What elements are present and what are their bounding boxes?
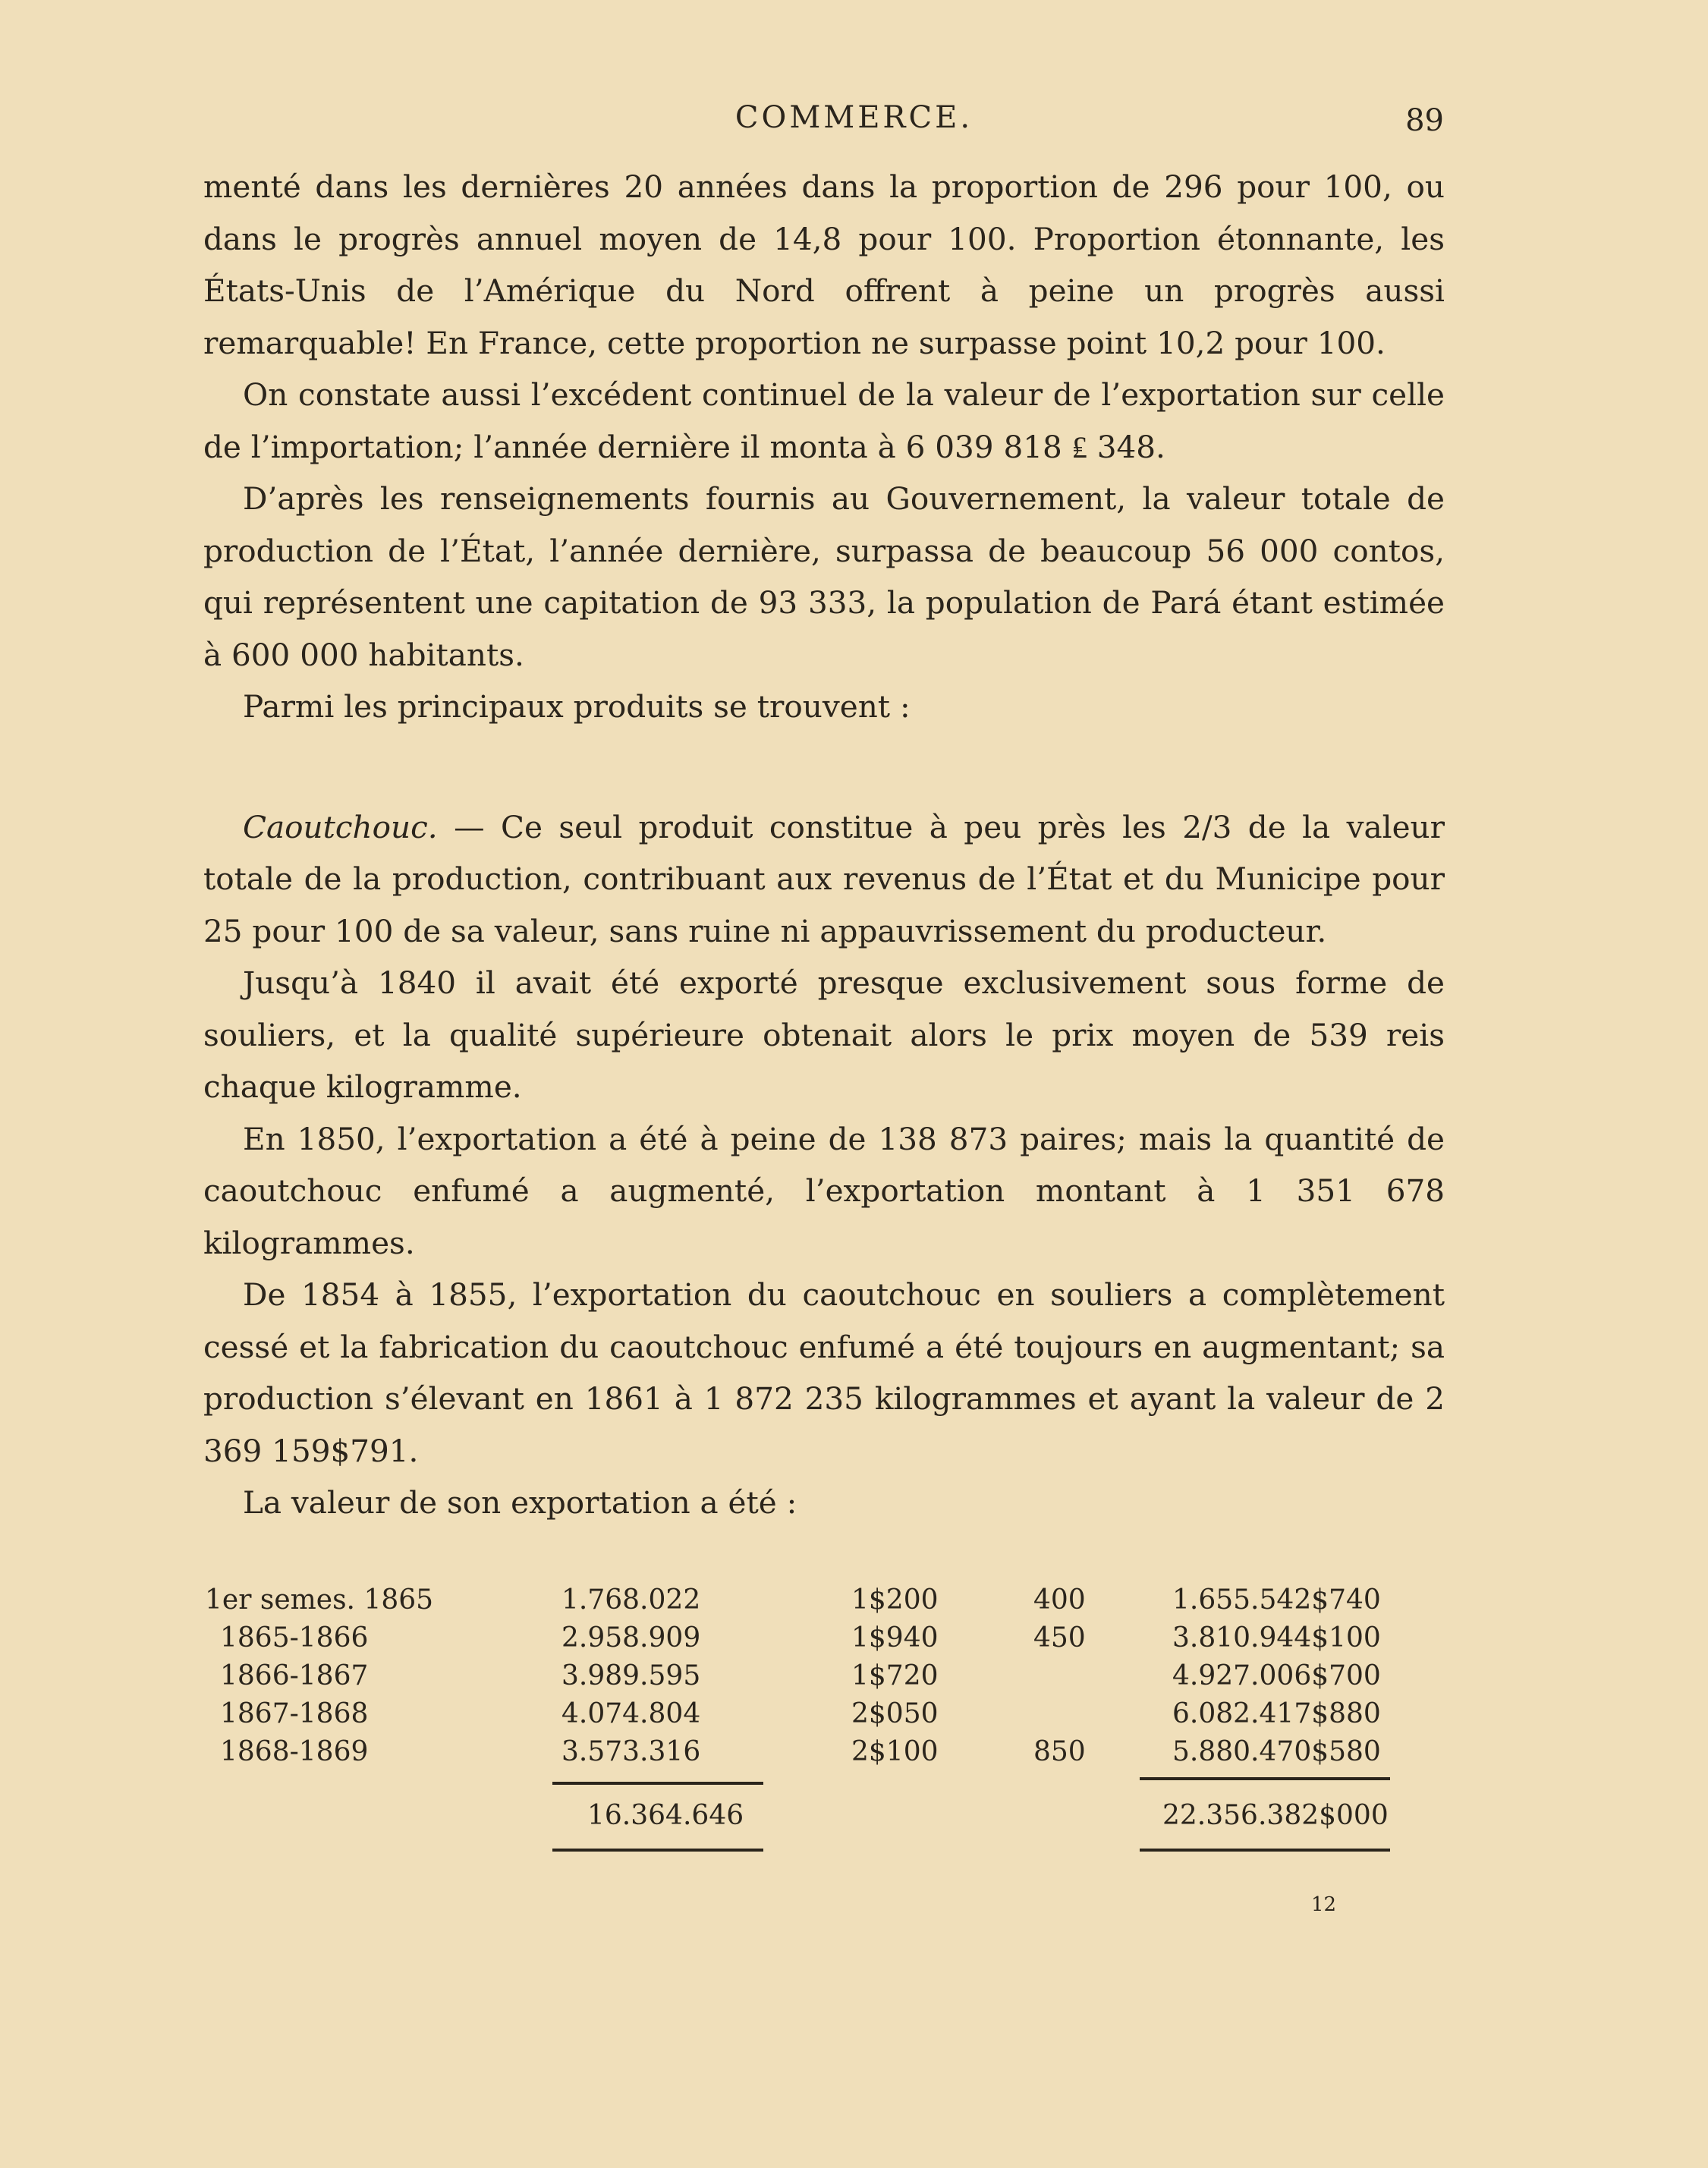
table-row xyxy=(205,1698,1419,1736)
paragraph: Jusqu’à 1840 il avait été exporté presque exclusivement sous forme de souliers, et la qualité supérieure obtenait alors le prix moyen de 539 reis chaque kilogramme. xyxy=(203,964,1445,1105)
table-row xyxy=(205,1622,1419,1660)
kilos-cell: 3.989.595 xyxy=(561,1660,701,1691)
value-cell: 1.655.542$740 xyxy=(1172,1584,1381,1616)
paragraph: D’après les renseignements fournis au Gouvernement, la valeur totale de production de l’État, l’année dernière, surpassa de beaucoup 56 000 contos, qui représentent une capitation de 93 333, la population de Pará étant estimée à 600 000 habitants. xyxy=(203,480,1445,673)
kilos-cell: 3.573.316 xyxy=(561,1736,701,1767)
table-row xyxy=(205,1584,1419,1622)
folio-mark: 12 xyxy=(1311,1893,1337,1916)
page-number: 89 xyxy=(1405,103,1444,138)
kilos-cell: 4.074.804 xyxy=(561,1698,701,1729)
kilos-cell: 2.958.909 xyxy=(561,1622,701,1654)
caoutchouc-intro xyxy=(203,801,1445,958)
period-cell: 1866-1867 xyxy=(220,1660,369,1691)
total-rule-kilos-top xyxy=(552,1782,763,1785)
total-rule-value-bottom xyxy=(1140,1849,1390,1852)
kilos-cell: 1.768.022 xyxy=(561,1584,701,1616)
period-cell: 1865-1866 xyxy=(220,1622,369,1654)
value-cell: 6.082.417$880 xyxy=(1172,1698,1381,1729)
price-cell: 2$050 xyxy=(851,1698,939,1729)
price-cell: 2$100 xyxy=(851,1736,939,1767)
paragraph: En 1850, l’exportation a été à peine de 138 873 paires; mais la quantité de caoutchouc enfumé a augmenté, l’exportation montant à 1 351 678 kilogrammes. xyxy=(203,1120,1445,1261)
totals-row xyxy=(205,1800,1419,1838)
value-cell: 4.927.006$700 xyxy=(1172,1660,1381,1691)
period-cell: 1er semes. 1865 xyxy=(205,1584,434,1616)
total-kilos: 16.364.646 xyxy=(587,1800,744,1831)
body-text xyxy=(203,161,1445,1529)
running-title: COMMERCE. xyxy=(734,100,974,135)
value-cell: 3.810.944$100 xyxy=(1172,1622,1381,1654)
paragraph: menté dans les dernières 20 années dans la proportion de 296 pour 100, ou dans le progrès annuel moyen de 14,8 pour 100. Proportion étonnante, les États-Unis de l’Amérique du Nord offrent à peine un progrès aussi remarquable! En France, cette proportion ne surpasse point 10,2 pour 100. xyxy=(203,168,1445,361)
total-value: 22.356.382$000 xyxy=(1162,1800,1389,1831)
extra-cell: 850 xyxy=(1033,1736,1086,1767)
paragraph: De 1854 à 1855, l’exportation du caoutchouc en souliers a complètement cessé et la fabrication du caoutchouc enfumé a été toujours en augmentant; sa production s’élevant en 1861 à 1 872 235 kilogrammes et ayant la valeur de 2 369 159$791. xyxy=(203,1276,1445,1469)
paragraph: La valeur de son exportation a été : xyxy=(243,1484,797,1521)
section-gap xyxy=(203,733,1445,801)
price-cell: 1$200 xyxy=(851,1584,939,1616)
caoutchouc-intro-text: — Ce seul produit constitue à peu près les 2/3 de la valeur totale de la production, contribuant aux revenus de l’État et du Municipe pour 25 pour 100 de sa valeur, sans ruine ni appauvrissement du producteur. xyxy=(203,808,1445,949)
paragraph: On constate aussi l’excédent continuel de la valeur de l’exportation sur celle de l’importation; l’année dernière il monta à 6 039 818 ₤ 348. xyxy=(203,376,1445,465)
price-cell: 1$720 xyxy=(851,1660,939,1691)
extra-cell: 400 xyxy=(1033,1584,1086,1616)
page-header xyxy=(0,100,1708,146)
table-row xyxy=(205,1660,1419,1698)
period-cell: 1868-1869 xyxy=(220,1736,369,1767)
paragraph: Parmi les principaux produits se trouvent : xyxy=(243,688,911,725)
period-cell: 1867-1868 xyxy=(220,1698,369,1729)
total-rule-value-top xyxy=(1140,1777,1390,1780)
price-cell: 1$940 xyxy=(851,1622,939,1654)
caoutchouc-term: Caoutchouc. xyxy=(243,808,438,845)
extra-cell: 450 xyxy=(1033,1622,1086,1654)
table-row xyxy=(205,1736,1419,1774)
export-table xyxy=(205,1584,1419,1865)
value-cell: 5.880.470$580 xyxy=(1172,1736,1381,1767)
total-rule-kilos-bottom xyxy=(552,1849,763,1852)
